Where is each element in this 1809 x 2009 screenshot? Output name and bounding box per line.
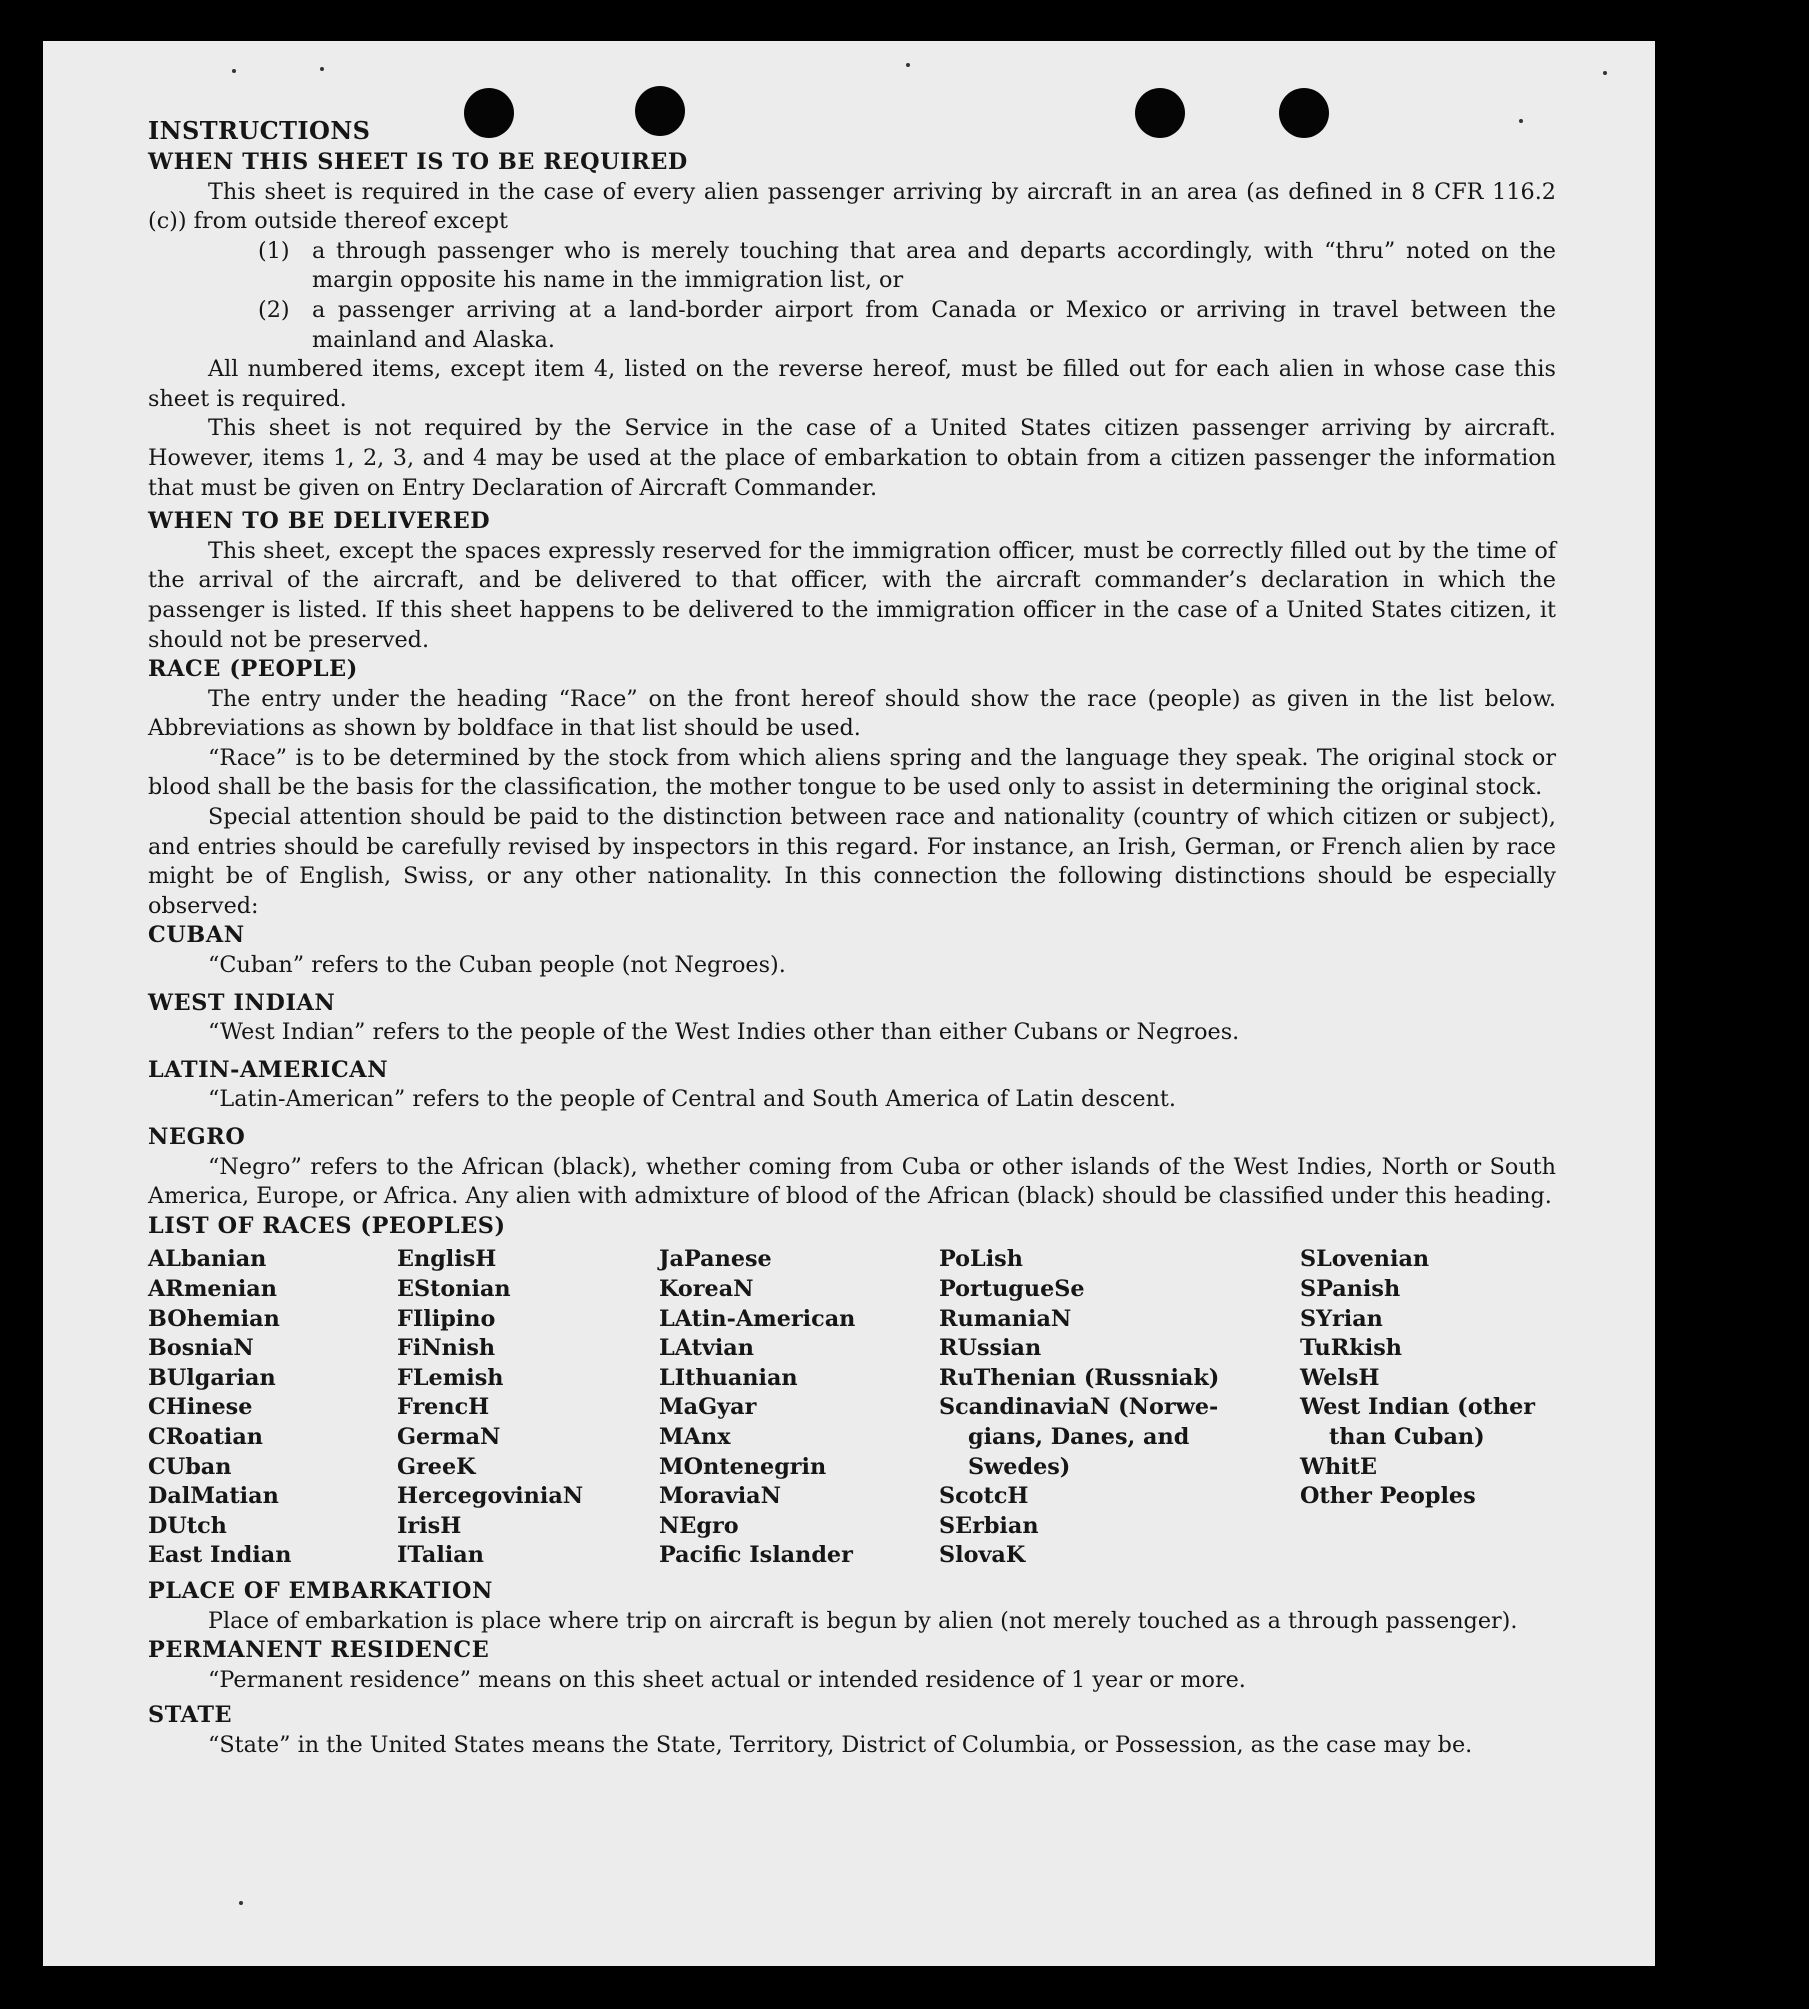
race-entry: CHinese xyxy=(148,1394,253,1421)
race-entry: KoreaN xyxy=(659,1275,754,1302)
race-entry: MAnx xyxy=(659,1423,731,1450)
race-entry: Other Peoples xyxy=(1300,1483,1476,1510)
race-entry: GreeK xyxy=(397,1453,476,1480)
item-number: (1) xyxy=(258,237,290,264)
race-entry: RuThenian (Russniak) xyxy=(939,1364,1220,1391)
race-entry: MoraviaN xyxy=(659,1483,782,1510)
race-entry: ScandinaviaN (Norwe- xyxy=(939,1394,1219,1421)
section-heading: CUBAN xyxy=(148,922,245,949)
page-title: INSTRUCTIONS xyxy=(148,116,371,145)
paragraph: “Latin-American” refers to the people of Central and South America of Latin descent. xyxy=(208,1086,1176,1113)
paragraph: “Negro” refers to the African (black), whether coming from Cuba or other islands of the West Indies, North or South America, Europe, or Africa. Any alien with admixture of blood of the African (black) should be classified under this heading. xyxy=(148,1153,1556,1210)
item-number: (2) xyxy=(258,296,290,323)
race-entry: DUtch xyxy=(148,1512,227,1539)
race-entry: NEgro xyxy=(659,1512,739,1539)
race-entry: FiNnish xyxy=(397,1335,496,1362)
race-entry: BosniaN xyxy=(148,1335,254,1362)
race-entry: MOntenegrin xyxy=(659,1453,827,1480)
speck xyxy=(232,69,236,73)
race-entry: GermaN xyxy=(397,1423,501,1450)
race-entry: PoLish xyxy=(939,1246,1023,1273)
instructions-content xyxy=(148,114,1556,1760)
section-heading: LATIN-AMERICAN xyxy=(148,1056,389,1083)
race-entry: EnglisH xyxy=(397,1246,497,1273)
section-heading: STATE xyxy=(148,1702,233,1729)
race-entry: FLemish xyxy=(397,1364,504,1391)
race-column xyxy=(397,1245,659,1571)
paragraph: “State” in the United States means the State, Territory, District of Columbia, or Possession, as the case may be. xyxy=(208,1731,1473,1758)
section-heading: LIST OF RACES (PEOPLES) xyxy=(148,1212,506,1239)
speck xyxy=(1603,71,1607,75)
race-entry: JaPanese xyxy=(659,1246,772,1273)
paragraph: “Cuban” refers to the Cuban people (not Negroes). xyxy=(208,952,786,979)
section-heading: PERMANENT RESIDENCE xyxy=(148,1637,490,1664)
race-entry: SPanish xyxy=(1300,1275,1401,1302)
race-entry: ScotcH xyxy=(939,1483,1029,1510)
list-item xyxy=(148,296,1556,355)
paragraph: This sheet, except the spaces expressly reserved for the immigration officer, must be correctly filled out by the time of the arrival of the aircraft, and be delivered to that officer, with the aircraft commander’s declaration in which the passenger is listed. If this sheet happens to be delivered to the immigration officer in the case of a United States citizen, it should not be preserved. xyxy=(148,537,1556,653)
race-entry: CRoatian xyxy=(148,1423,264,1450)
race-entry: MaGyar xyxy=(659,1394,757,1421)
speck xyxy=(906,63,910,67)
paragraph: All numbered items, except item 4, listed on the reverse hereof, must be filled out for each alien in whose case this sheet is required. xyxy=(148,356,1556,412)
race-entry: TuRkish xyxy=(1300,1335,1402,1362)
race-entry: RUssian xyxy=(939,1335,1042,1362)
race-entry: IrisH xyxy=(397,1512,462,1539)
race-entry: BUlgarian xyxy=(148,1364,276,1391)
race-entry: West Indian (other xyxy=(1300,1394,1536,1421)
section-heading: WHEN THIS SHEET IS TO BE REQUIRED xyxy=(148,149,688,175)
race-column xyxy=(1300,1245,1556,1571)
speck xyxy=(239,1901,243,1905)
race-entry: RumaniaN xyxy=(939,1305,1072,1332)
race-entry: SlovaK xyxy=(939,1542,1026,1569)
document-page xyxy=(43,41,1655,1966)
race-entry: FrencH xyxy=(397,1394,490,1421)
section-heading: RACE (PEOPLE) xyxy=(148,656,358,683)
race-entry: FIlipino xyxy=(397,1305,496,1332)
race-entry: Pacific Islander xyxy=(659,1542,853,1569)
speck xyxy=(320,67,324,71)
race-entry: CUban xyxy=(148,1453,232,1480)
paragraph: Place of embarkation is place where trip on aircraft is begun by alien (not merely touched as a through passenger). xyxy=(208,1607,1518,1634)
race-entry: DalMatian xyxy=(148,1483,279,1510)
race-entry: LIthuanian xyxy=(659,1364,798,1391)
race-entry: than Cuban) xyxy=(1329,1423,1485,1450)
paragraph: This sheet is not required by the Service in the case of a United States citizen passenger arriving by aircraft. However, items 1, 2, 3, and 4 may be used at the place of embarkation to obtain from a citizen passenger the information that must be given on Entry Declaration of Aircraft Commander. xyxy=(148,415,1556,501)
item-text: a passenger arriving at a land-border airport from Canada or Mexico or arriving in travel between the mainland and Alaska. xyxy=(312,296,1556,353)
race-column xyxy=(939,1245,1300,1571)
race-entry: WhitE xyxy=(1300,1453,1378,1480)
race-entry: ARmenian xyxy=(148,1275,277,1302)
paragraph: “Race” is to be determined by the stock from which aliens spring and the language they speak. The original stock or blood shall be the basis for the classification, the mother tongue to be used only to assist in determining the original stock. xyxy=(148,744,1556,801)
race-entry: East Indian xyxy=(148,1542,292,1569)
paragraph: “Permanent residence” means on this sheet actual or intended residence of 1 year or more. xyxy=(208,1666,1246,1693)
race-entry: gians, Danes, and xyxy=(968,1423,1190,1450)
race-entry: SLovenian xyxy=(1300,1246,1430,1273)
race-entry: BOhemian xyxy=(148,1305,280,1332)
section-heading: NEGRO xyxy=(148,1124,246,1150)
race-entry: WelsH xyxy=(1300,1364,1380,1391)
section-heading: WHEN TO BE DELIVERED xyxy=(148,508,491,535)
race-entry: PortugueSe xyxy=(939,1275,1085,1302)
race-entry: Swedes) xyxy=(968,1453,1071,1480)
race-column xyxy=(148,1245,397,1571)
race-entry: ITalian xyxy=(397,1542,484,1569)
item-text: a through passenger who is merely touching that area and departs accordingly, with “thru” noted on the margin opposite his name in the immigration list, or xyxy=(312,237,1556,294)
race-entry: LAtvian xyxy=(659,1335,754,1362)
race-entry: SErbian xyxy=(939,1512,1039,1539)
list-item xyxy=(148,237,1556,296)
race-entry: ALbanian xyxy=(148,1246,267,1273)
race-entry: HercegoviniaN xyxy=(397,1483,584,1510)
race-entry: LAtin-American xyxy=(659,1305,856,1332)
paragraph: The entry under the heading “Race” on the front hereof should show the race (people) as given in the list below. Abbreviations as shown by boldface in that list should be used. xyxy=(148,685,1556,742)
race-column xyxy=(659,1245,939,1571)
race-entry: SYrian xyxy=(1300,1305,1383,1332)
paragraph: This sheet is required in the case of every alien passenger arriving by aircraft in an area (as defined in 8 CFR 116.2 (c)) from outside thereof except xyxy=(148,178,1556,235)
race-list xyxy=(148,1245,1556,1571)
section-heading: WEST INDIAN xyxy=(148,989,336,1016)
paragraph: “West Indian” refers to the people of the West Indies other than either Cubans or Negroes. xyxy=(208,1019,1240,1046)
race-entry: EStonian xyxy=(397,1275,511,1302)
section-heading: PLACE OF EMBARKATION xyxy=(148,1577,493,1604)
paragraph: Special attention should be paid to the distinction between race and nationality (country of which citizen or subject), and entries should be carefully revised by inspectors in this regard. For instance, an Irish, German, or French alien by race might be of English, Swiss, or any other nationality. In this connection the following distinctions should be especially observed: xyxy=(148,804,1556,919)
